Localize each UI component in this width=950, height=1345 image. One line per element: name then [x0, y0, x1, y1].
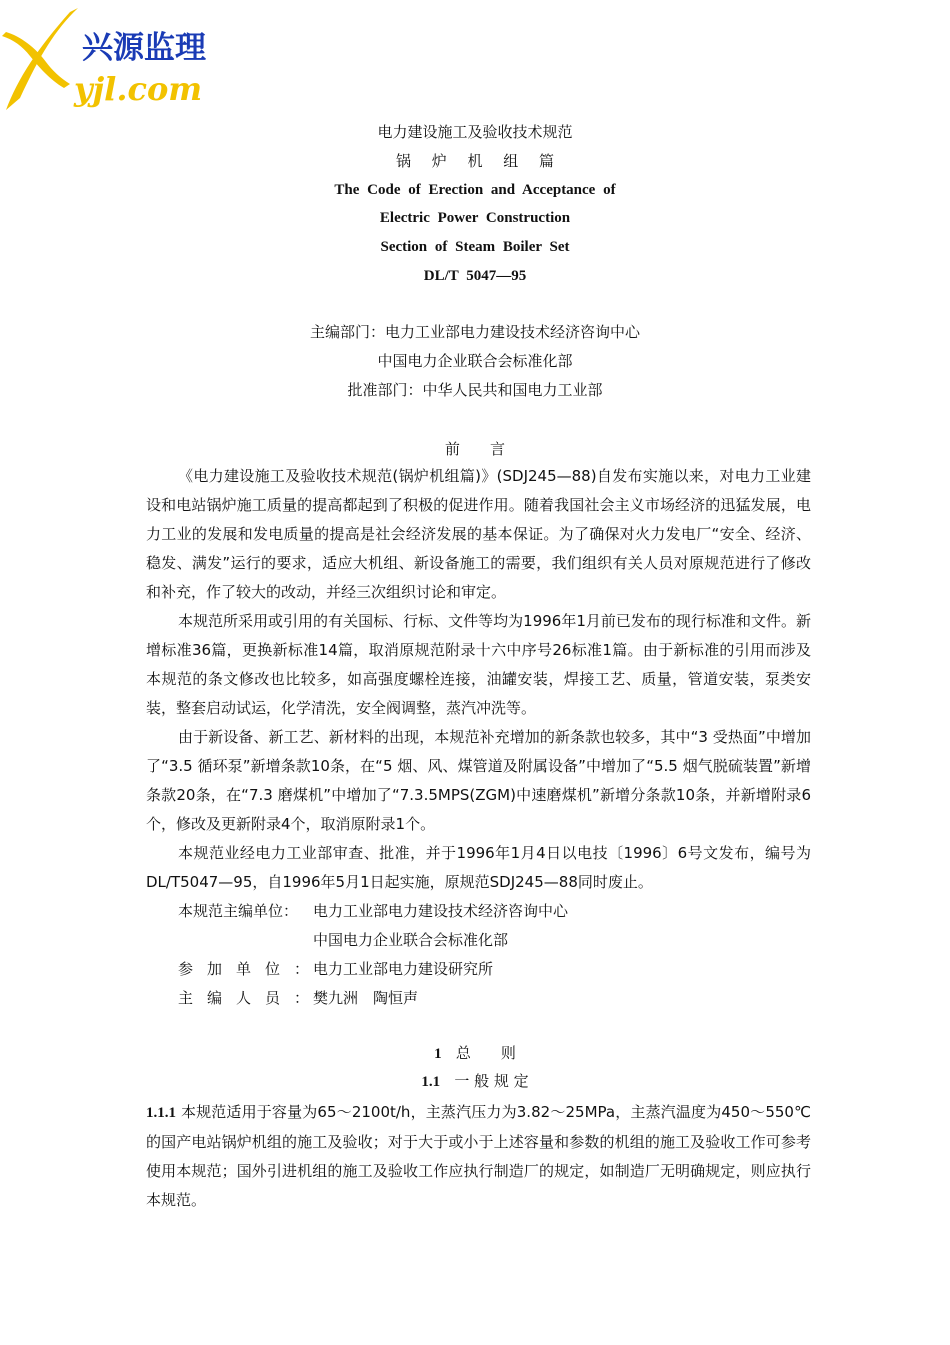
logo-x-cross-icon	[2, 32, 70, 88]
title-en-line2: Electric Power Construction	[379, 210, 571, 227]
logo-graphic	[0, 0, 215, 120]
xingyuan-logo	[0, 0, 215, 120]
organizations-block	[0, 318, 950, 405]
editors-value: 樊九洲 陶恒声	[313, 989, 419, 1007]
title-cn-sub: 锅 炉 机 组 篇	[395, 151, 563, 170]
clause-1-1-1	[146, 1098, 811, 1215]
preface-paragraph-4: 本规范业经电力工业部审查、批准，并于1996年1月4日以电技〔1996〕6号文发布，编号为DL/T5047—95，自1996年5月1日起实施，原规范SDJ245—88同时废止。	[146, 844, 811, 891]
preface-paragraph-1: 《电力建设施工及验收技术规范(锅炉机组篇)》(SDJ245—88)自发布实施以来，对电力工业建设和电站锅炉施工质量的提高都起到了积极的促进作用。随着我国社会主义市场经济的迅猛发展，电力工业的发展和发电质量的提高是社会经济发展的基本保证。为了确保对火力发电厂“安全、经济、稳发、满发”运行的要求，适应大机组、新设备施工的需要，我们组织有关人员对原规范进行了修改和补充，作了较大的改动，并经三次组织讨论和审定。	[146, 467, 811, 601]
chief-editor-dept: 主编部门：电力工业部电力建设技术经济咨询中心	[309, 323, 640, 341]
participant-value: 电力工业部电力建设研究所	[313, 960, 494, 978]
chapter-title: 总 则	[455, 1044, 516, 1062]
chapter-heading	[0, 1042, 950, 1063]
approval-dept: 批准部门：中华人民共和国电力工业部	[347, 381, 603, 399]
editors-row	[146, 984, 811, 1013]
participant-row	[146, 955, 811, 984]
clause-number: 1.1.1	[146, 1105, 176, 1121]
section-title: 一 般 规 定	[454, 1072, 529, 1090]
title-en-line3: Section of Steam Boiler Set	[380, 239, 570, 256]
preface-paragraph-2: 本规范所采用或引用的有关国标、行标、文件等均为1996年1月前已发布的现行标准和文件。新增标准36篇，更换新标准14篇，取消原规范附录十六中序号26标准1篇。由于新标准的引用而涉及本规范的条文修改也比较多，如高强度螺栓连接，油罐安装，焊接工艺、质量，管道安装，泵类安装，整套启动试运，化学清洗，安全阀调整，蒸汽冲洗等。	[146, 612, 811, 717]
chief-editor-dept-2: 中国电力企业联合会标准化部	[377, 352, 573, 370]
chief-unit-row	[146, 897, 811, 926]
chapter-number: 1	[434, 1046, 442, 1062]
standard-code: DL/T 5047—95	[423, 267, 527, 284]
section-heading	[0, 1070, 950, 1091]
preface-paragraph-3: 由于新设备、新工艺、新材料的出现，本规范补充增加的新条款也较多，其中“3 受热面”中增加了“3.5 循环泵”新增条款10条，在“5 烟、风、煤管道及附属设备”中增加了“5.5 烟气脱硫装置”新增条款20条，在“7.3 磨煤机”中增加了“7.3.5MPS(ZGM)中速磨煤机”新增分条款10条，并新增附录6个，修改及更新附录4个，取消原附录1个。	[146, 728, 811, 833]
chief-unit-value-2: 中国电力企业联合会标准化部	[313, 931, 509, 949]
document-title-block	[0, 118, 950, 291]
participant-label: 参加单位：	[178, 960, 324, 978]
chief-unit-value: 电力工业部电力建设技术经济咨询中心	[313, 902, 569, 920]
chief-unit-row-2	[146, 926, 811, 955]
logo-brand-cn: 兴源监理	[82, 30, 206, 66]
preface-body	[146, 462, 811, 1013]
clause-text: 本规范适用于容量为65～2100t/h，主蒸汽压力为3.82～25MPa，主蒸汽温度为450～550℃的国产电站锅炉机组的施工及验收；对于大于或小于上述容量和参数的机组的施工及验收工作可参考使用本规范；国外引进机组的施工及验收工作应执行制造厂的规定，如制造厂无明确规定，则应执行本规范。	[146, 1103, 811, 1209]
logo-domain: yjl.com	[74, 70, 203, 108]
section-number: 1.1	[421, 1074, 441, 1090]
preface-heading: 前 言	[444, 440, 505, 458]
title-en-line1: The Code of Erection and Acceptance of	[334, 181, 616, 198]
chief-unit-label: 本规范主编单位：	[178, 902, 299, 920]
editors-label: 主编人员：	[178, 989, 324, 1007]
title-cn-main: 电力建设施工及验收技术规范	[377, 123, 573, 141]
